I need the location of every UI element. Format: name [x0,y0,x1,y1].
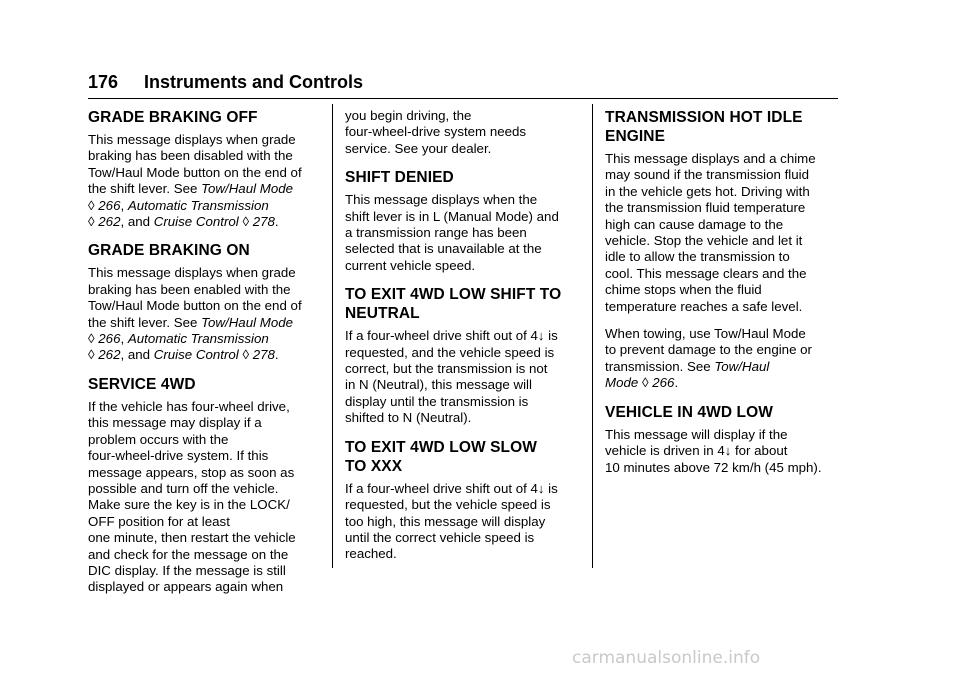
column-3 [605,108,845,487]
page-ref-icon: ◊ [88,214,95,230]
text-line: in N (Neutral), this message will [345,377,532,393]
text-line: If a four-wheel drive shift out of 4 [345,480,538,496]
heading-service-4wd: SERVICE 4WD [88,375,196,393]
heading-exit-4wd-low-neutral [345,285,580,323]
page-ref-icon: ◊ [88,347,95,363]
text-line: until the correct vehicle speed is [345,529,535,545]
link-cruise-control[interactable]: Cruise Control [153,347,239,363]
text-line: current vehicle speed. [345,257,476,273]
column-1 [88,108,323,607]
heading-line: TO XXX [345,457,403,475]
section-title: Instruments and Controls [144,72,364,92]
page-link[interactable]: 266 [652,375,675,391]
text-line: to prevent damage to the engine or [605,342,812,358]
text-line: If the vehicle has four-wheel drive, [88,398,290,414]
page-ref-icon: ◊ [88,197,95,213]
text-line: service. See your dealer. [345,140,492,156]
text-line: one minute, then restart the vehicle [88,530,296,546]
heading-line: TO EXIT 4WD LOW SHIFT TO [345,286,562,304]
text-line: selected that is unavailable at the [345,241,542,257]
link-tow-haul-mode[interactable]: Tow/Haul Mode [201,181,294,197]
link-automatic-transmission[interactable]: Automatic Transmission [127,331,269,347]
text-line: shifted to N (Neutral). [345,410,472,426]
text-line: reached. [345,546,397,562]
page-link[interactable]: 278 [252,347,275,363]
text-line: requested, but the vehicle speed is [345,497,551,513]
text-line: and check for the message on the [88,546,289,562]
section-exit-4wd-low-slow [345,438,580,563]
text-line: is [548,328,558,344]
down-arrow-icon: ↓ [537,480,545,496]
text-line: DIC display. If the message is still [88,562,286,578]
heading-grade-braking-off: GRADE BRAKING OFF [88,109,258,126]
text-line: 10 minutes above 72 km/h (45 mph). [605,459,822,475]
text-line: the shift lever. See [88,314,198,330]
paragraph [345,481,580,563]
text-line: shift lever is in L (Manual Mode) and [345,208,559,224]
section-service-4wd [88,375,323,596]
text-line: in the vehicle gets hot. Driving with [605,183,810,199]
text-line: correct, but the transmission is not [345,361,548,377]
page-header [88,70,838,99]
text-line: the shift lever. See [88,181,198,197]
text-line: braking has been enabled with the [88,281,291,297]
down-arrow-icon: ↓ [724,443,732,459]
page-ref-icon: ◊ [641,375,649,391]
text-line: This message will display if the [605,426,788,442]
text-line: When towing, use Tow/Haul Mode [605,326,806,342]
text-line: Tow/Haul Mode button on the end of [88,298,302,314]
paragraph [605,427,845,476]
text-line: four-wheel-drive system needs [345,124,527,140]
paragraph-continued [345,108,580,157]
section-transmission-hot-idle [605,108,845,392]
text-line: chime stops when the fluid [605,282,762,298]
heading-vehicle-in-4wd-low: VEHICLE IN 4WD LOW [605,403,773,421]
paragraph [345,192,580,274]
heading-transmission-hot-idle [605,108,845,146]
text-line: temperature reaches a safe level. [605,298,803,314]
text-line: This message displays when grade [88,265,296,281]
link-tow-haul[interactable]: Tow/Haul [714,358,770,374]
section-grade-braking-off [88,108,323,230]
text-line: possible and turn off the vehicle. [88,480,279,496]
link-automatic-transmission[interactable]: Automatic Transmission [127,197,269,213]
text-line: too high, this message will display [345,513,546,529]
link-tow-haul-mode[interactable]: Tow/Haul Mode [201,314,294,330]
heading-grade-braking-on: GRADE BRAKING ON [88,242,250,260]
text-line: If a four-wheel drive shift out of 4 [345,328,538,344]
text-line: This message displays when grade [88,132,296,147]
section-shift-denied [345,168,580,274]
section-exit-4wd-low-neutral [345,285,580,426]
paragraph: This message displays when grade braking has been disabled with the Tow/Haul Mode button on the end of the shift lever. See Tow/Haul Mode ◊ 266, Automatic Transmission ◊ 262, and Cruise Control ◊ 278. [88,132,302,230]
text-line: vehicle. Stop the vehicle and let it [605,233,803,249]
page-link[interactable]: 278 [252,214,275,230]
text-line: Make sure the key is in the LOCK/ [88,497,290,513]
page-link[interactable]: 266 [98,331,121,347]
watermark: carmanualsonline.info [572,648,761,668]
column-divider [332,104,333,568]
section-grade-braking-on [88,241,323,363]
page-link[interactable]: 262 [98,214,121,230]
paragraph [88,399,323,596]
text-line: display until the transmission is [345,393,529,409]
down-arrow-icon: ↓ [537,328,545,344]
text-line: OFF position for at least [88,513,230,529]
text-line: cool. This message clears and the [605,265,807,281]
page-ref-icon: ◊ [242,347,250,363]
section-vehicle-in-4wd-low [605,403,845,476]
text-line: you begin driving, the [345,108,472,123]
text-line: the transmission fluid temperature [605,200,806,216]
text-line: braking has been disabled with the [88,148,293,164]
text-and: and [127,347,151,363]
text-line: This message displays when the [345,192,538,208]
text-line: This message displays and a chime [605,151,816,166]
paragraph [345,328,580,426]
heading-line: NEUTRAL [345,305,420,323]
page-link[interactable]: 266 [98,197,121,213]
page-link[interactable]: 262 [98,347,121,363]
link-cruise-control[interactable]: Cruise Control [153,214,239,230]
text-line: for about [734,443,788,459]
heading-shift-denied: SHIFT DENIED [345,169,454,187]
heading-line: ENGINE [605,128,666,145]
text-line: displayed or appears again when [88,579,284,595]
heading-exit-4wd-low-slow [345,438,580,476]
text-line: four-wheel-drive system. If this [88,448,269,464]
paragraph [605,151,845,315]
text-line: vehicle is driven in 4 [605,443,725,459]
page-ref-icon: ◊ [88,331,95,347]
text-and: and [127,214,151,230]
text-line: message appears, stop as soon as [88,464,295,480]
paragraph-towing: When towing, use Tow/Haul Mode to prevent damage to the engine or transmission. See Tow/Haul Mode ◊ 266. [605,326,812,391]
page-number: 176 [88,72,119,92]
text-line: transmission. See [605,358,711,374]
text-line: is [548,480,558,496]
text-line: Tow/Haul Mode button on the end of [88,164,302,180]
heading-line: TO EXIT 4WD LOW SLOW [345,438,538,456]
text-line: high can cause damage to the [605,216,784,232]
page-ref-icon: ◊ [242,214,250,230]
heading-line: TRANSMISSION HOT IDLE [605,109,803,126]
text-line: problem occurs with the [88,431,229,447]
text-line: this message may display if a [88,415,262,431]
link-mode[interactable]: Mode [605,375,639,391]
text-line: a transmission range has been [345,225,527,241]
paragraph: This message displays when grade braking has been enabled with the Tow/Haul Mode button on the end of the shift lever. See Tow/Haul Mode ◊ 266, Automatic Transmission ◊ 262, and Cruise Control ◊ 278. [88,265,302,363]
text-line: requested, and the vehicle speed is [345,344,555,360]
column-divider [592,104,593,568]
text-line: idle to allow the transmission to [605,249,790,265]
text-line: may sound if the transmission fluid [605,167,809,183]
column-2 [345,108,580,574]
